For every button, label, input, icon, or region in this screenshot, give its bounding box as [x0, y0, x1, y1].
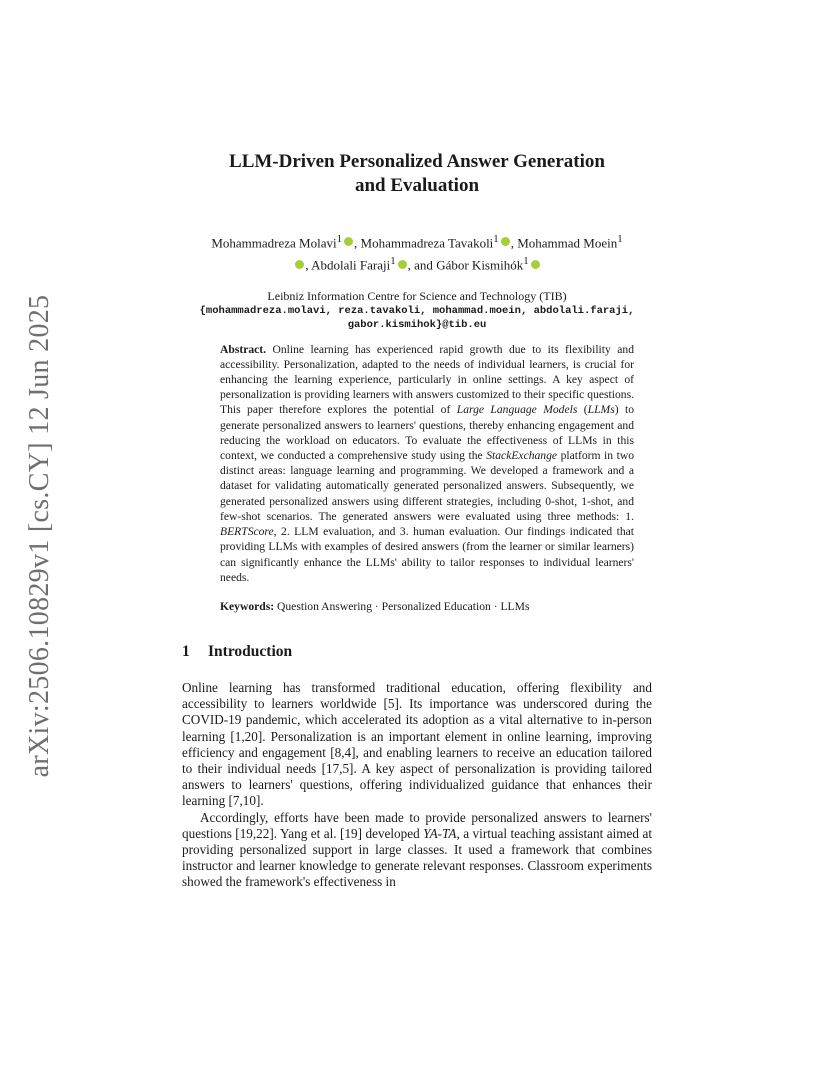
author-affiliation-mark: 1	[493, 233, 499, 245]
author-name: Mohammadreza Tavakoli	[360, 235, 494, 251]
section-title: Introduction	[208, 642, 293, 660]
orcid-icon[interactable]	[398, 260, 407, 269]
author-name: Gábor Kismihók	[436, 257, 524, 273]
paragraph-text: , a virtual teaching assistant aimed at providing personalized support in large classes. It used a framework that combines instructor and learner knowledge to generate relevant responses. Classroom experiments showed the framework's effectiveness in	[182, 825, 652, 890]
abstract-label: Abstract.	[220, 342, 267, 356]
emails-line-2: gabor.kismihok}@tib.eu	[347, 318, 487, 331]
keywords-label: Keywords:	[220, 599, 275, 613]
orcid-icon[interactable]	[344, 237, 353, 246]
abstract	[220, 342, 634, 585]
abstract-emphasis: StackExchange	[486, 449, 558, 463]
author-separator: ,	[510, 235, 518, 251]
keywords	[220, 599, 634, 614]
keywords-text: Question Answering · Personalized Education · LLMs	[277, 599, 530, 613]
paragraph-text: Accordingly, efforts have been made to provide personalized answers to learners' questions [19,22]. Yang et al. [19] developed	[182, 809, 652, 841]
author-affiliation-mark: 1	[336, 233, 343, 245]
abstract-text: Online learning has experienced rapid growth due to its flexibility and accessibility. Personalization, adapted to the needs of individual learners, is crucial for enhancing the learning experience, particularly in online settings. A key aspect of personalization is providing learners with answers customized to their specific questions. This paper therefore explores the potential of	[220, 342, 634, 417]
intro-paragraph-1: Online learning has transformed traditional education, offering flexibility and accessibility to learners worldwide [5]. Its importance was underscored during the COVID-19 pandemic, which accelerated its adoption as a vital alternative to in-person learning [1,20]. Personalization is an important element in online learning, improving efficiency and engagement [8,4], and enabling learners to receive an education tailored to their individual needs [17,5]. A key aspect of personalization is providing tailored answers to learners' questions, offering individualized guidance that enhances their learning [7,10].	[182, 679, 652, 809]
orcid-icon[interactable]	[501, 237, 510, 246]
abstract-text: ) to generate personalized answers to learners' questions, thereby enhancing engagement and reducing the workload on educators. To evaluate the effectiveness of LLMs in this context, we conducted a comprehensive study using the	[220, 403, 635, 463]
author-emails	[182, 304, 652, 332]
author-separator: , and	[407, 257, 437, 273]
emails-line-1: {mohammadreza.molavi, reza.tavakoli, mohammad.moein, abdolali.faraji,	[199, 304, 635, 317]
author-separator: ,	[305, 257, 312, 273]
orcid-icon[interactable]	[531, 260, 540, 269]
intro-paragraph-2	[182, 810, 652, 891]
author-name: Mohammad Moein	[517, 235, 618, 251]
abstract-text: , 2. LLM evaluation, and 3. human evaluation. Our findings indicated that providing LLMs with examples of desired answers (from the learner or similar learners) can significantly enhance the LLMs' ability to tailor responses to individual learners' needs.	[220, 525, 634, 584]
orcid-icon[interactable]	[295, 260, 304, 269]
author-name: Mohammadreza Molavi	[211, 235, 337, 251]
affiliation: Leibniz Information Centre for Science and Technology (TIB)	[267, 288, 567, 303]
author-list	[182, 230, 652, 275]
abstract-text: (	[577, 403, 588, 417]
abstract-text: platform in two distinct areas: language learning and programming. We developed a framework and a dataset for validating automatically generated personalized answers. Subsequently, we generated personalized answers using different strategies, including 0-shot, 1-shot, and few-shot scenarios. The generated answers were evaluated using three methods: 1.	[220, 449, 635, 523]
author-separator: ,	[354, 235, 361, 251]
abstract-emphasis: BERTScore	[220, 525, 274, 539]
title-line-1: LLM-Driven Personalized Answer Generation	[229, 151, 605, 172]
paragraph-emphasis: YA-TA	[423, 825, 457, 841]
author-affiliation-mark: 1	[617, 233, 623, 245]
title-line-2: and Evaluation	[354, 175, 480, 196]
author-name: Abdolali Faraji	[311, 257, 391, 273]
section-heading-introduction	[182, 642, 652, 662]
arxiv-identifier-stamp: arXiv:2506.10829v1 [cs.CY] 12 Jun 2025	[24, 294, 55, 778]
abstract-emphasis: Large Language Models	[456, 403, 578, 417]
paper-page	[182, 150, 652, 891]
paper-title	[182, 150, 652, 198]
abstract-emphasis: LLMs	[587, 403, 615, 417]
author-affiliation-mark: 1	[390, 255, 396, 268]
section-number: 1	[182, 642, 190, 660]
author-affiliation-mark: 1	[523, 255, 529, 268]
